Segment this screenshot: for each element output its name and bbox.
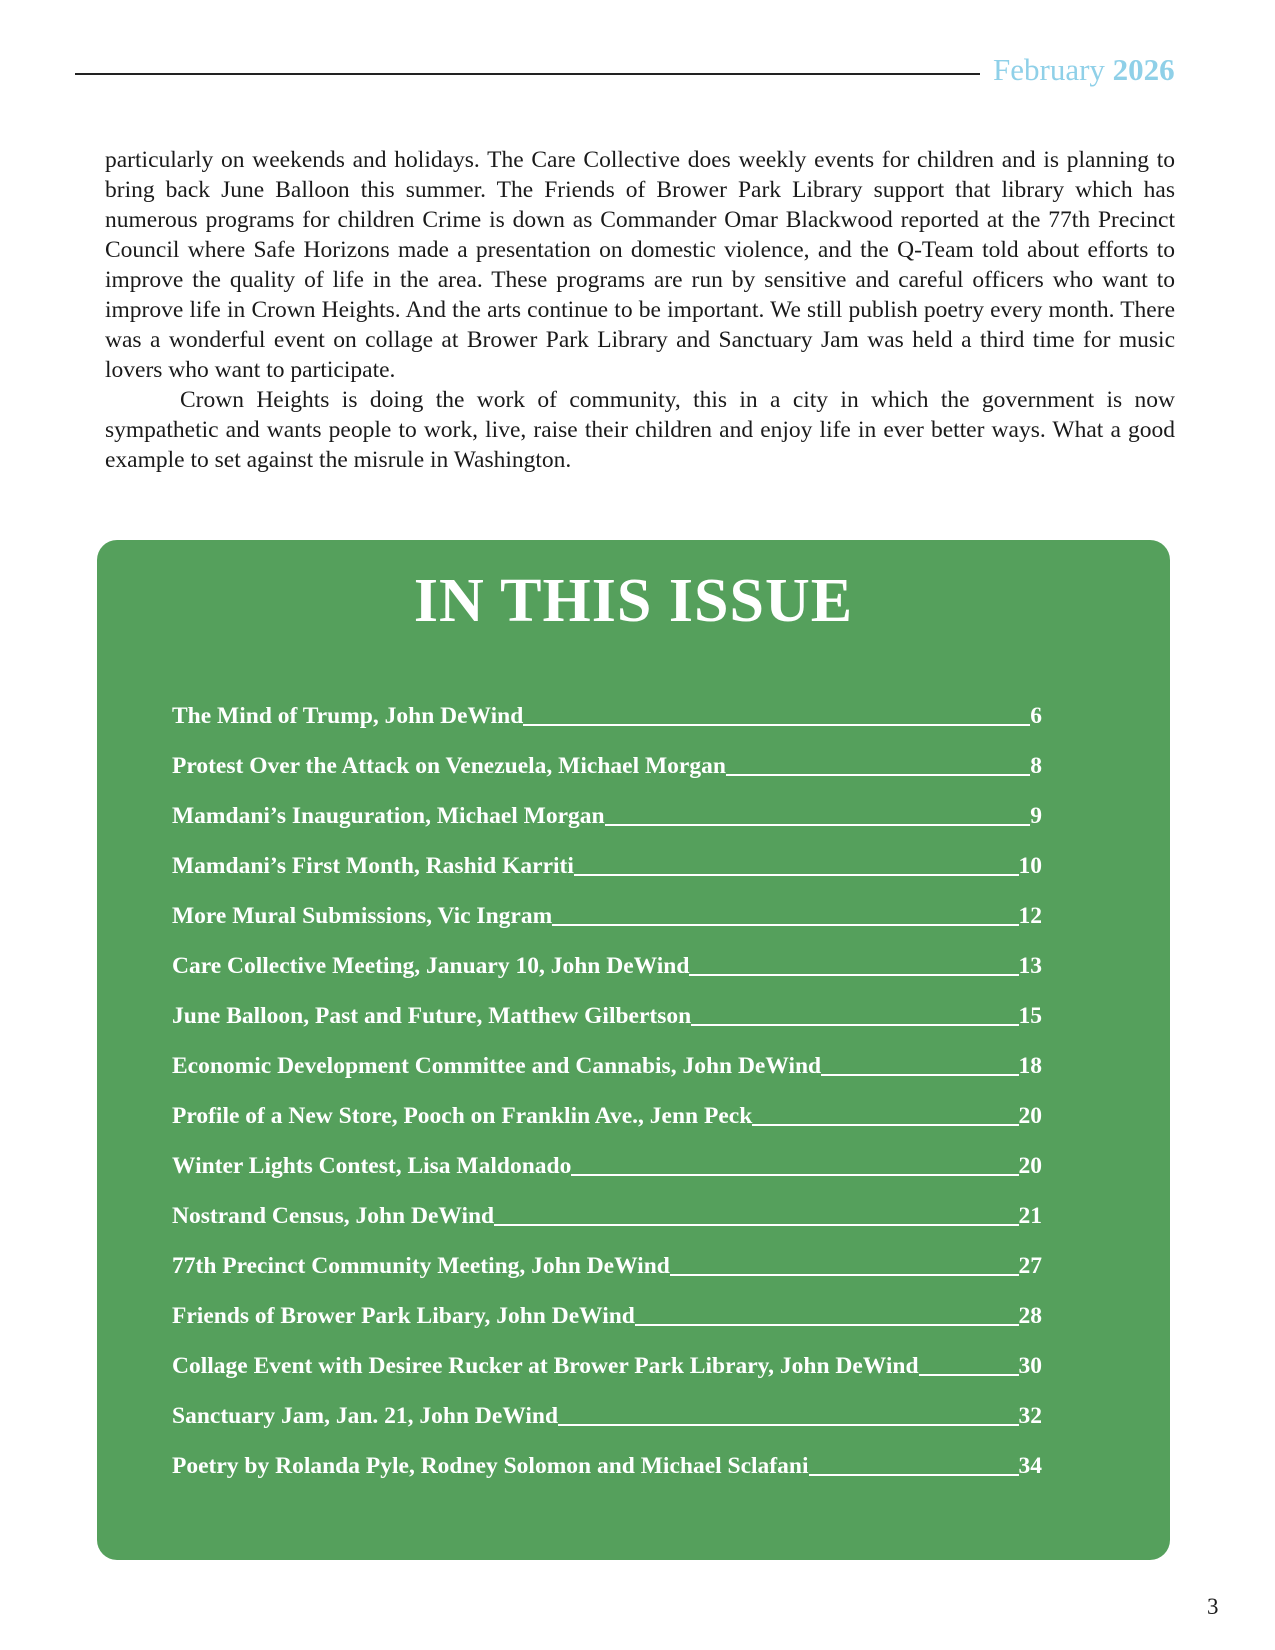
article-body	[105, 145, 1175, 475]
toc-entry[interactable]	[172, 780, 1042, 830]
toc-entry-page: 8	[1030, 753, 1042, 779]
in-this-issue-box	[97, 540, 1170, 1560]
article-paragraph: Crown Heights is doing the work of community, this in a city in which the government is now sympathetic and wants people to work, live, raise their children and enjoy life in ever better ways. What a good example to set against the misrule in Washington.	[105, 387, 1175, 473]
header-rule	[75, 73, 980, 75]
toc-leader-line	[574, 874, 1019, 876]
toc-entry-title: Economic Development Committee and Cannabis, John DeWind	[172, 1053, 822, 1079]
toc-entry[interactable]	[172, 1130, 1042, 1180]
toc-entry-page: 34	[1018, 1453, 1042, 1479]
toc-entry-title: 77th Precinct Community Meeting, John DeWind	[172, 1253, 670, 1279]
toc-entry-title: Mamdani’s Inauguration, Michael Morgan	[172, 803, 605, 829]
toc-entry-page: 18	[1018, 1053, 1042, 1079]
toc-entry-page: 27	[1018, 1253, 1042, 1279]
toc-leader-line	[494, 1224, 1018, 1226]
toc-entry-page: 15	[1018, 1003, 1042, 1029]
toc-entry-title: Profile of a New Store, Pooch on Franklin Ave., Jenn Peck	[172, 1103, 753, 1129]
toc-entry-page: 32	[1018, 1403, 1042, 1429]
toc-entry[interactable]	[172, 930, 1042, 980]
toc-entry-title: June Balloon, Past and Future, Matthew Gilbertson	[172, 1003, 692, 1029]
toc-leader-line	[552, 924, 1018, 926]
toc-entry-page: 13	[1018, 953, 1042, 979]
toc-entry-title: Winter Lights Contest, Lisa Maldonado	[172, 1153, 572, 1179]
toc-entry[interactable]	[172, 1230, 1042, 1280]
issue-year: 2026	[1112, 52, 1175, 87]
toc-leader-line	[726, 774, 1030, 776]
toc-leader-line	[919, 1374, 1019, 1376]
toc-entry[interactable]	[172, 1330, 1042, 1380]
toc-entry-title: Sanctuary Jam, Jan. 21, John DeWind	[172, 1403, 559, 1429]
toc-entry[interactable]	[172, 830, 1042, 880]
toc-leader-line	[689, 974, 1018, 976]
toc-leader-line	[752, 1124, 1018, 1126]
toc-entry-page: 6	[1030, 703, 1042, 729]
toc-entry-title: Collage Event with Desiree Rucker at Brower Park Library, John DeWind	[172, 1353, 919, 1379]
toc-entry-title: Poetry by Rolanda Pyle, Rodney Solomon and Michael Sclafani	[172, 1453, 809, 1479]
toc-entry-title: Nostrand Census, John DeWind	[172, 1203, 495, 1229]
toc-leader-line	[635, 1324, 1019, 1326]
toc-entry-title: Care Collective Meeting, January 10, John DeWind	[172, 953, 690, 979]
toc-entry-page: 9	[1030, 803, 1042, 829]
article-paragraph: particularly on weekends and holidays. The Care Collective does weekly events for children and is planning to bring back June Balloon this summer. The Friends of Brower Park Library support that library which has numerous programs for children Crime is down as Commander Omar Blackwood reported at the 77th Precinct Council where Safe Horizons made a presentation on domestic violence, and the Q-Team told about efforts to improve the quality of life in the area. These programs are run by sensitive and careful officers who want to improve life in Crown Heights. And the arts continue to be important. We still publish poetry every month. There was a wonderful event on collage at Brower Park Library and Sanctuary Jam was held a third time for music lovers who want to participate.	[105, 147, 1175, 383]
toc-entry[interactable]	[172, 1180, 1042, 1230]
toc-entry-title: The Mind of Trump, John DeWind	[172, 703, 524, 729]
toc-entry[interactable]	[172, 1280, 1042, 1330]
toc-entry[interactable]	[172, 1380, 1042, 1430]
toc-entry[interactable]	[172, 730, 1042, 780]
toc-leader-line	[809, 1474, 1019, 1476]
toc-entry-title: More Mural Submissions, Vic Ingram	[172, 903, 553, 929]
toc-leader-line	[821, 1074, 1018, 1076]
toc-entry-page: 28	[1018, 1303, 1042, 1329]
toc-entry-page: 20	[1018, 1103, 1042, 1129]
toc-entry[interactable]	[172, 1080, 1042, 1130]
toc-entry-title: Mamdani’s First Month, Rashid Karriti	[172, 853, 574, 879]
toc-entry-page: 30	[1018, 1353, 1042, 1379]
toc-entry-title: Protest Over the Attack on Venezuela, Michael Morgan	[172, 753, 726, 779]
toc-entry-page: 10	[1018, 853, 1042, 879]
toc-leader-line	[571, 1174, 1018, 1176]
table-of-contents	[172, 680, 1042, 1480]
toc-leader-line	[670, 1274, 1019, 1276]
page-number: 3	[1207, 1594, 1219, 1619]
in-this-issue-title: IN THIS ISSUE	[413, 567, 854, 635]
toc-leader-line	[691, 1024, 1018, 1026]
issue-date	[993, 54, 1175, 85]
issue-month: February	[993, 52, 1105, 87]
toc-entry-page: 20	[1018, 1153, 1042, 1179]
toc-leader-line	[523, 724, 1030, 726]
toc-entry[interactable]	[172, 1430, 1042, 1480]
toc-entry-page: 12	[1018, 903, 1042, 929]
toc-leader-line	[605, 824, 1031, 826]
toc-leader-line	[558, 1424, 1018, 1426]
toc-entry[interactable]	[172, 980, 1042, 1030]
toc-entry[interactable]	[172, 680, 1042, 730]
toc-entry[interactable]	[172, 1030, 1042, 1080]
toc-entry-page: 21	[1018, 1203, 1042, 1229]
toc-entry-title: Friends of Brower Park Libary, John DeWind	[172, 1303, 635, 1329]
toc-entry[interactable]	[172, 880, 1042, 930]
